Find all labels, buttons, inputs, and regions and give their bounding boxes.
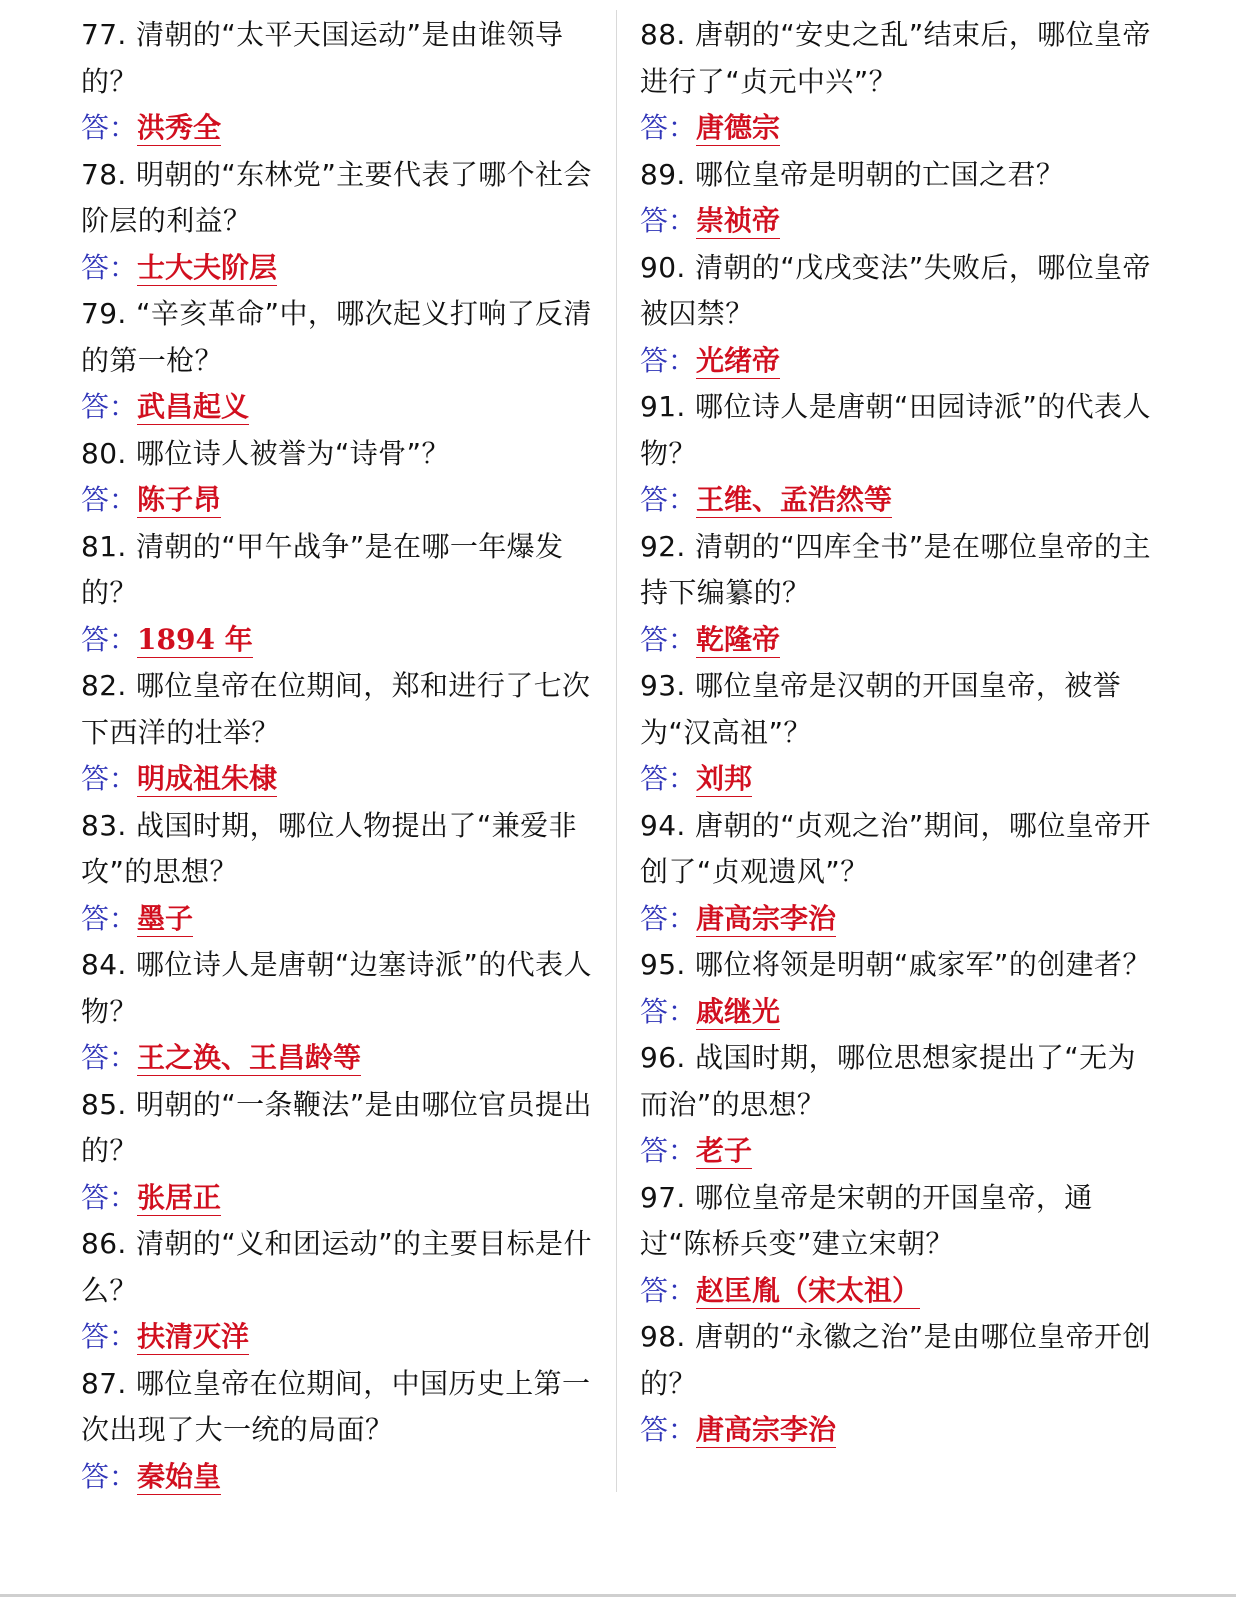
answer-text: 武昌起义 [137, 390, 250, 423]
answer-line [81, 1035, 601, 1082]
answer-line [640, 1128, 1160, 1175]
answer-text: 王之涣、王昌龄等 [137, 1041, 362, 1074]
answer-text: 明成祖朱棣 [137, 762, 278, 795]
answer-prefix: 答： [81, 901, 138, 935]
question-text: 83. 战国时期，哪位人物提出了“兼爱非攻”的思想？ [81, 808, 577, 888]
qa-item-80 [81, 431, 601, 524]
answer-prefix: 答： [640, 901, 697, 935]
question-text: 81. 清朝的“甲午战争”是在哪一年爆发的？ [81, 529, 564, 609]
answer-line [640, 756, 1160, 803]
answer-text: 张居正 [137, 1180, 222, 1214]
question-text: 88. 唐朝的“安史之乱”结束后，哪位皇帝进行了“贞元中兴”？ [640, 18, 1151, 98]
answer-line [81, 896, 601, 943]
answer-text: 士大夫阶层 [137, 250, 278, 284]
answer-prefix: 答： [640, 1413, 697, 1446]
question-text: 79. “辛亥革命”中，哪次起义打响了反清的第一枪？ [81, 297, 592, 377]
answer-text: 光绪帝 [696, 343, 781, 377]
answer-text: 赵匡胤（宋太祖） [696, 1273, 921, 1307]
answer-text: 老子 [696, 1134, 753, 1167]
question-text: 94. 唐朝的“贞观之治”期间，哪位皇帝开创了“贞观遗风”？ [640, 808, 1151, 888]
answer-text: 扶清灭洋 [137, 1320, 250, 1353]
answer-text: 唐德宗 [696, 111, 781, 144]
answer-line [640, 198, 1160, 245]
question-text: 78. 明朝的“东林党”主要代表了哪个社会阶层的利益？ [81, 157, 592, 237]
answer-text: 刘邦 [696, 762, 753, 795]
qa-item-87 [81, 1361, 601, 1501]
answer-text: 唐高宗李治 [696, 901, 837, 935]
answer-prefix: 答： [640, 1273, 697, 1307]
qa-item-94 [640, 803, 1160, 943]
answer-text: 陈子昂 [137, 483, 222, 516]
answer-text: 洪秀全 [137, 111, 222, 144]
question-text: 91. 哪位诗人是唐朝“田园诗派”的代表人物？ [640, 390, 1151, 470]
answer-line [81, 245, 601, 292]
qa-item-84 [81, 942, 601, 1082]
answer-prefix: 答： [81, 390, 138, 423]
answer-line [81, 105, 601, 152]
answer-line [640, 338, 1160, 385]
qa-item-96 [640, 1035, 1160, 1175]
qa-item-98 [640, 1314, 1160, 1454]
answer-line [640, 105, 1160, 152]
answer-prefix: 答： [640, 204, 697, 237]
answer-prefix: 答： [81, 1459, 138, 1493]
question-text: 98. 唐朝的“永徽之治”是由哪位皇帝开创的？ [640, 1320, 1151, 1400]
question-text: 95. 哪位将领是明朝“戚家军”的创建者？ [640, 948, 1151, 981]
column-divider [616, 10, 617, 1492]
question-text: 85. 明朝的“一条鞭法”是由哪位官员提出的？ [81, 1087, 592, 1167]
answer-prefix: 答： [640, 994, 697, 1028]
answer-text: 秦始皇 [137, 1459, 222, 1493]
answer-text: 墨子 [137, 901, 194, 935]
qa-item-78 [81, 152, 601, 292]
answer-line [81, 1454, 601, 1501]
answer-line [640, 477, 1160, 524]
answer-text: 崇祯帝 [696, 204, 781, 237]
answer-prefix: 答： [640, 762, 697, 795]
qa-item-91 [640, 384, 1160, 524]
answer-prefix: 答： [81, 762, 138, 795]
answer-line [81, 384, 601, 431]
qa-item-81 [81, 524, 601, 664]
answer-prefix: 答： [640, 1134, 697, 1167]
qa-item-89 [640, 152, 1160, 245]
answer-prefix: 答： [81, 1041, 138, 1074]
question-text: 80. 哪位诗人被誉为“诗骨”？ [81, 436, 450, 470]
qa-item-83 [81, 803, 601, 943]
answer-line [640, 1268, 1160, 1315]
question-text: 90. 清朝的“戊戌变法”失败后，哪位皇帝被囚禁？ [640, 250, 1151, 330]
question-text: 89. 哪位皇帝是明朝的亡国之君？ [640, 157, 1065, 191]
answer-prefix: 答： [81, 483, 138, 516]
answer-line [81, 1314, 601, 1361]
question-text: 97. 哪位皇帝是宋朝的开国皇帝，通过“陈桥兵变”建立宋朝？ [640, 1180, 1093, 1260]
qa-item-90 [640, 245, 1160, 385]
qa-item-93 [640, 663, 1160, 803]
question-text: 86. 清朝的“义和团运动”的主要目标是什么？ [81, 1227, 592, 1307]
answer-prefix: 答： [640, 343, 697, 377]
qa-item-97 [640, 1175, 1160, 1315]
question-text: 82. 哪位皇帝在位期间，郑和进行了七次下西洋的壮举？ [81, 669, 591, 749]
answer-line [81, 756, 601, 803]
question-text: 84. 哪位诗人是唐朝“边塞诗派”的代表人物？ [81, 948, 592, 1028]
answer-line [640, 617, 1160, 664]
answer-prefix: 答： [81, 622, 138, 656]
question-text: 87. 哪位皇帝在位期间，中国历史上第一次出现了大一统的局面？ [81, 1366, 591, 1446]
question-text: 96. 战国时期，哪位思想家提出了“无为而治”的思想？ [640, 1041, 1136, 1121]
qa-item-79 [81, 291, 601, 431]
answer-prefix: 答： [81, 250, 138, 284]
answer-text: 乾隆帝 [696, 622, 781, 656]
qa-item-92 [640, 524, 1160, 664]
qa-item-77 [81, 12, 601, 152]
answer-line [81, 477, 601, 524]
answer-text: 1894 年 [137, 622, 253, 656]
qa-item-95 [640, 942, 1160, 1035]
answer-prefix: 答： [81, 1180, 138, 1214]
answer-prefix: 答： [640, 622, 697, 656]
answer-line [640, 1407, 1160, 1454]
answer-text: 唐高宗李治 [696, 1413, 837, 1446]
answer-line [81, 617, 601, 664]
right-column [640, 12, 1160, 1454]
answer-line [640, 896, 1160, 943]
answer-prefix: 答： [81, 111, 138, 144]
answer-prefix: 答： [81, 1320, 138, 1353]
answer-line [81, 1175, 601, 1222]
question-text: 93. 哪位皇帝是汉朝的开国皇帝，被誉为“汉高祖”？ [640, 669, 1122, 749]
qa-item-85 [81, 1082, 601, 1222]
answer-text: 戚继光 [696, 994, 781, 1028]
question-text: 92. 清朝的“四库全书”是在哪位皇帝的主持下编纂的？ [640, 529, 1151, 609]
answer-line [640, 989, 1160, 1036]
qa-item-82 [81, 663, 601, 803]
answer-prefix: 答： [640, 111, 697, 144]
question-text: 77. 清朝的“太平天国运动”是由谁领导的？ [81, 18, 564, 98]
answer-prefix: 答： [640, 483, 697, 516]
qa-item-86 [81, 1221, 601, 1361]
qa-item-88 [640, 12, 1160, 152]
left-column [81, 12, 601, 1500]
answer-text: 王维、孟浩然等 [696, 483, 893, 516]
